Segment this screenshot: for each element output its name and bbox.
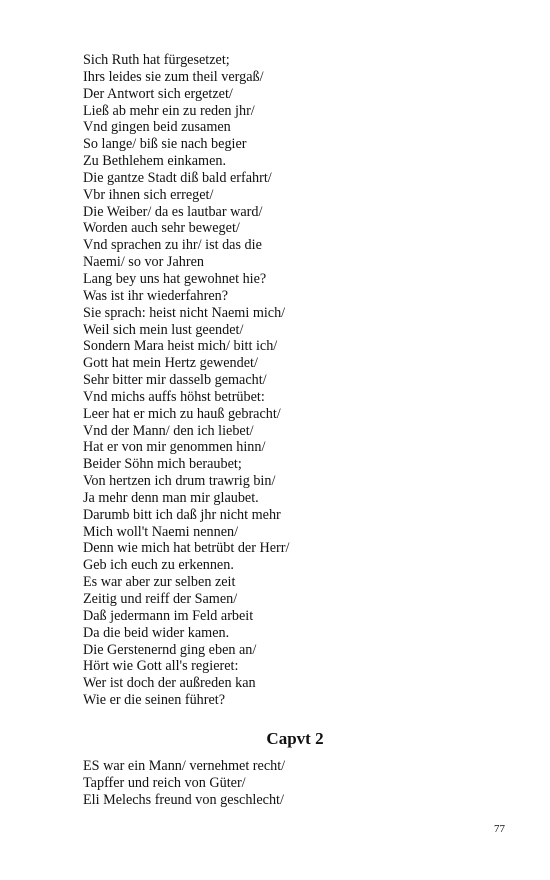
verse-line: Vnd der Mann/ den ich liebet/ [83, 422, 254, 439]
verse-line: Sehr bitter mir dasselb gemacht/ [83, 372, 267, 389]
verse-line: Worden auch sehr beweget/ [83, 220, 240, 237]
verse-line: Zu Bethlehem einkamen. [83, 153, 227, 170]
verse-line: Vbr ihnen sich erreget/ [83, 186, 214, 203]
verse-line: Ja mehr denn man mir glaubet. [83, 489, 259, 506]
verse-line: Daß jedermann im Feld arbeit [83, 607, 254, 624]
verse-line: Die Weiber/ da es lautbar ward/ [83, 203, 263, 220]
verse-line: Vnd michs auffs höhst betrübet: [83, 388, 265, 405]
verse-line: ES war ein Mann/ vernehmet recht/ [83, 758, 286, 774]
verse-line: Die gantze Stadt diß bald erfahrt/ [83, 169, 272, 186]
verse-line: Wer ist doch der außreden kan [83, 675, 256, 692]
page-number: 77 [494, 823, 505, 835]
verse-line: Ihrs leides sie zum theil vergaß/ [83, 68, 264, 85]
verse-line: Leer hat er mich zu hauß gebracht/ [83, 405, 281, 422]
verse-block-chapter-2 [83, 758, 285, 809]
verse-line: Sich Ruth hat fürgesetzet; [83, 52, 230, 68]
verse-line: Der Antwort sich ergetzet/ [83, 85, 233, 102]
verse-line: Hört wie Gott all's regieret: [83, 658, 239, 675]
verse-line: So lange/ biß sie nach begier [83, 136, 247, 153]
verse-line: Lang bey uns hat gewohnet hie? [83, 270, 267, 287]
verse-line: Zeitig und reiff der Samen/ [83, 591, 238, 607]
verse-line: Naemi/ so vor Jahren [83, 254, 204, 271]
verse-line: Geb ich euch zu erkennen. [83, 557, 234, 574]
verse-line: Was ist ihr wiederfahren? [83, 287, 229, 304]
verse-line: Eli Melechs freund von geschlecht/ [83, 791, 284, 808]
chapter-heading: Capvt 2 [266, 729, 324, 748]
verse-line: Mich woll't Naemi nennen/ [83, 523, 239, 540]
verse-line: Es war aber zur selben zeit [83, 574, 236, 591]
verse-line: Gott hat mein Hertz gewendet/ [83, 355, 258, 372]
verse-line: Sondern Mara heist mich/ bitt ich/ [83, 338, 278, 355]
verse-line: Die Gerstenernd ging eben an/ [83, 641, 257, 658]
verse-line: Darumb bitt ich daß jhr nicht mehr [83, 506, 281, 523]
verse-line: Sie sprach: heist nicht Naemi mich/ [83, 304, 286, 321]
verse-line: Hat er von mir genommen hinn/ [83, 439, 266, 456]
verse-line: Weil sich mein lust geendet/ [83, 321, 244, 338]
verse-block [83, 52, 289, 709]
verse-line: Von hertzen ich drum trawrig bin/ [83, 473, 276, 490]
verse-line: Tapffer und reich von Güter/ [83, 774, 246, 791]
verse-line: Da die beid wider kamen. [83, 624, 230, 641]
verse-line: Vnd gingen beid zusamen [83, 119, 231, 136]
verse-line: Beider Söhn mich beraubet; [83, 456, 242, 473]
verse-line: Wie er die seinen führet? [83, 692, 226, 709]
verse-line: Ließ ab mehr ein zu reden jhr/ [83, 102, 255, 119]
verse-line: Vnd sprachen zu ihr/ ist das die [83, 237, 262, 254]
verse-line: Denn wie mich hat betrübt der Herr/ [83, 540, 290, 557]
